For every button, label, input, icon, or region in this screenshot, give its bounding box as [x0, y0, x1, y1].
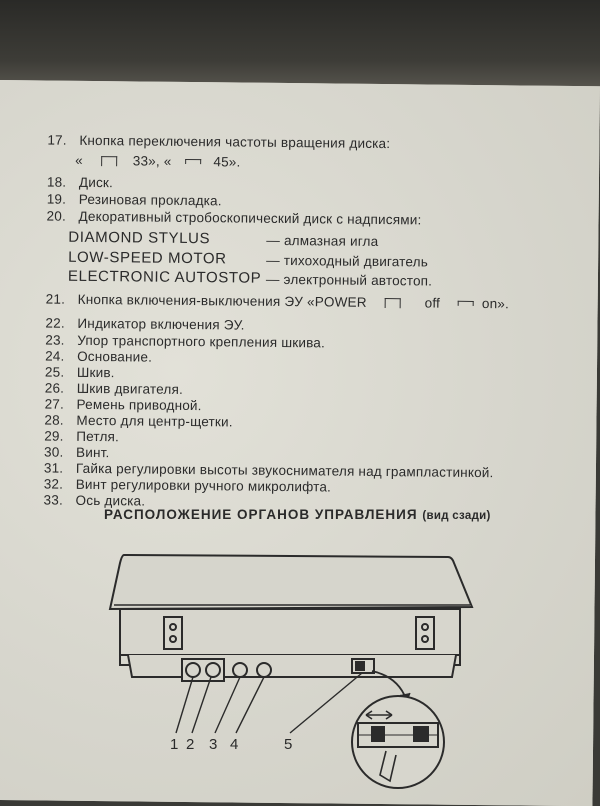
section-title: РАСПОЛОЖЕНИЕ ОРГАНОВ УПРАВЛЕНИЯ (вид сзади) — [104, 507, 491, 522]
turntable-base — [128, 655, 456, 677]
callout-4: 4 — [230, 736, 239, 753]
list-item-29: 29. Петля. — [44, 428, 120, 445]
list-item-31: 31. Гайка регулировки высоты звукоснимателя над грампластинкой. — [43, 460, 494, 481]
callout-1: 1 — [170, 736, 179, 753]
left-hinge — [164, 617, 182, 649]
list-item-28: 28. Место для центр-щетки. — [44, 412, 233, 430]
inscription-diamond-stylus-meaning: — алмазная игла — [266, 232, 379, 249]
list-item-25: 25. Шкив. — [44, 364, 115, 381]
list-item-21: 21. Кнопка включения-выключения ЭУ «POWER off on». — [45, 291, 510, 312]
list-item-30: 30. Винт. — [44, 444, 110, 461]
turntable-rear-view-diagram — [80, 545, 540, 800]
inscription-low-speed-motor: LOW-SPEED MOTOR — [68, 248, 227, 268]
callout-5: 5 — [284, 736, 293, 753]
list-item-17: 17. Кнопка переключения частоты вращения диска: — [47, 132, 391, 152]
list-item-18: 18. Диск. — [46, 174, 114, 191]
inscription-electronic-autostop: ELECTRONIC AUTOSTOP — [67, 267, 262, 287]
list-item-26: 26. Шкив двигателя. — [44, 380, 184, 397]
list-item-24: 24. Основание. — [45, 348, 153, 365]
callout-3: 3 — [209, 736, 218, 753]
speed-45-symbol-icon — [185, 159, 201, 164]
inscription-electronic-autostop-meaning: — электронный автостоп. — [265, 271, 433, 289]
list-item-17-cont: « 33», « 45». — [75, 152, 241, 170]
right-hinge — [416, 617, 434, 649]
speed-33-symbol-icon — [101, 156, 117, 166]
list-item-20: 20. Декоративный стробоскопический диск с надписями: — [46, 208, 422, 228]
power-off-symbol-icon — [385, 298, 401, 308]
inscription-low-speed-motor-meaning: — тихоходный двигатель — [266, 252, 429, 270]
inscription-diamond-stylus: DIAMOND STYLUS — [68, 228, 211, 248]
list-item-33: 33. Ось диска. — [43, 492, 146, 509]
list-item-22: 22. Индикатор включения ЭУ. — [45, 315, 245, 333]
list-item-23: 23. Упор транспортного крепления шкива. — [45, 332, 326, 351]
connector-panel — [182, 659, 224, 681]
list-item-32: 32. Винт регулировки ручного микролифта. — [43, 476, 332, 495]
dust-cover — [110, 555, 472, 609]
power-on-symbol-icon — [458, 301, 474, 306]
list-item-19: 19. Резиновая прокладка. — [46, 191, 222, 209]
list-item-27: 27. Ремень приводной. — [44, 396, 202, 414]
switch-detail-circle — [352, 696, 444, 788]
callout-2: 2 — [186, 736, 195, 753]
section-subtitle: (вид сзади) — [422, 510, 491, 522]
background-dark-area — [0, 0, 600, 86]
